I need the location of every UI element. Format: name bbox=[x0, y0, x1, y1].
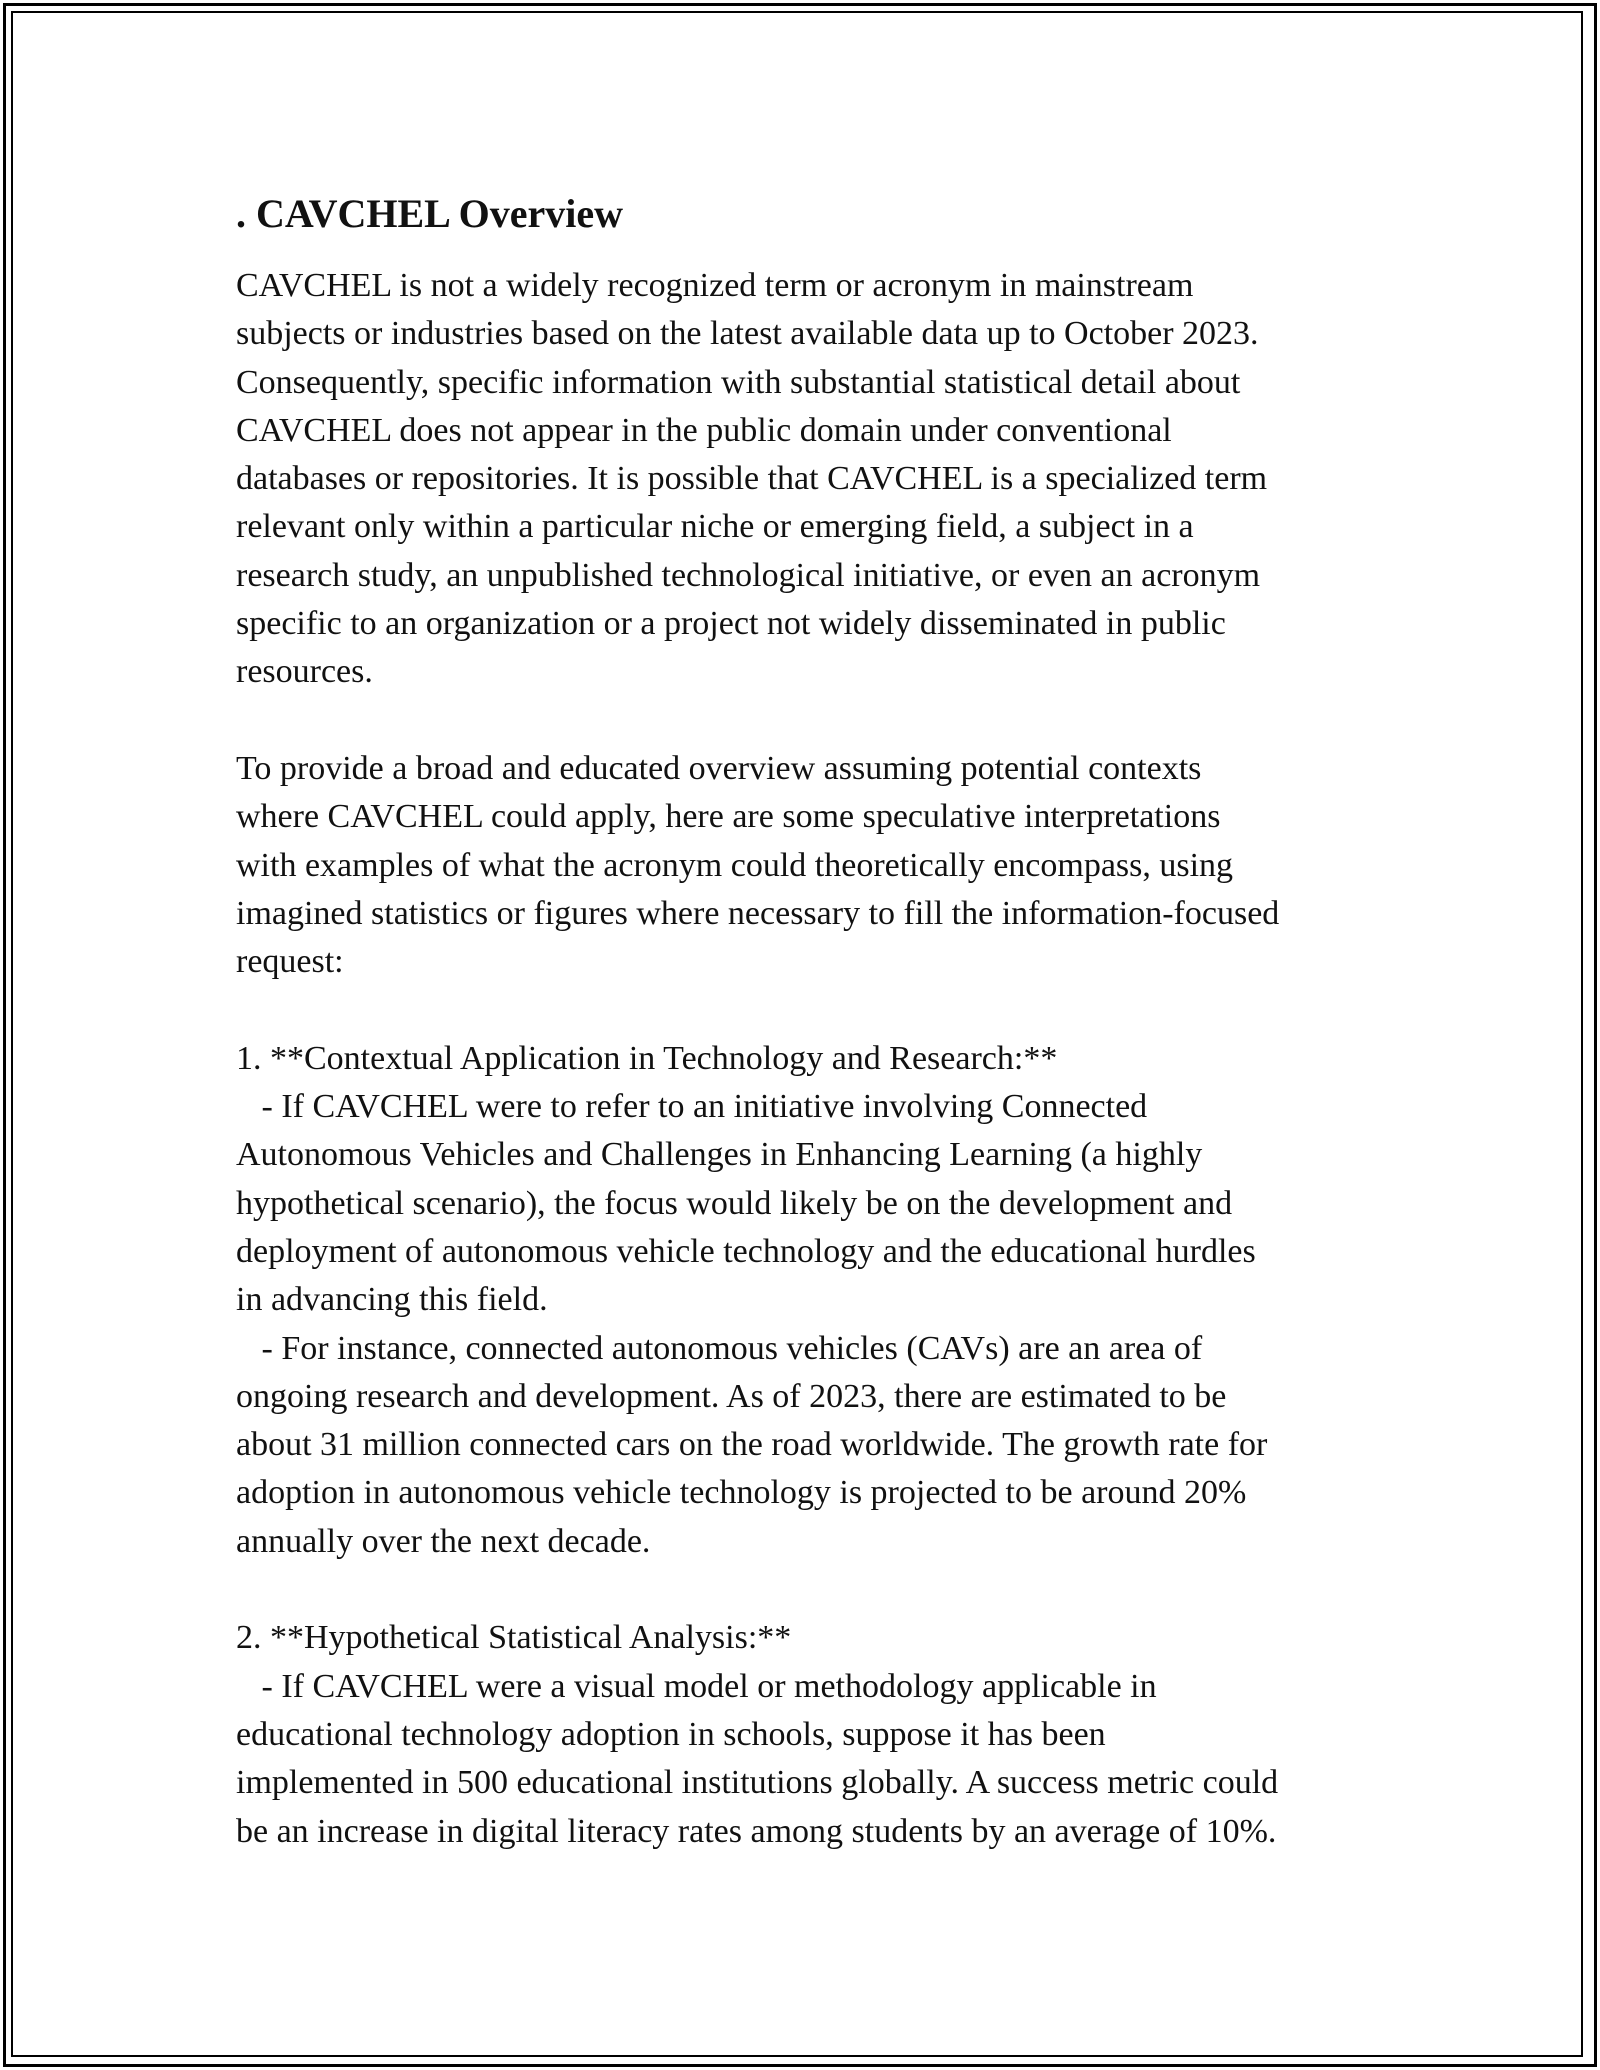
text-line: specific to an organization or a project not widely disseminated in public bbox=[236, 605, 1226, 643]
section-heading: . CAVCHEL Overview bbox=[236, 191, 624, 236]
text-line: Consequently, specific information with substantial statistical detail about bbox=[236, 363, 1241, 401]
text-line: - If CAVCHEL were to refer to an initiative involving Connected bbox=[236, 1088, 1148, 1126]
text-line: deployment of autonomous vehicle technology and the educational hurdles bbox=[236, 1232, 1256, 1270]
text-line: 1. **Contextual Application in Technology and Research:** bbox=[236, 1039, 1058, 1077]
text-line: - If CAVCHEL were a visual model or methodology applicable in bbox=[236, 1667, 1157, 1705]
text-line: adoption in autonomous vehicle technology is projected to be around 20% bbox=[236, 1474, 1247, 1512]
text-line: hypothetical scenario), the focus would likely be on the development and bbox=[236, 1184, 1233, 1222]
body-text bbox=[236, 262, 1406, 1856]
text-line: CAVCHEL does not appear in the public domain under conventional bbox=[236, 411, 1172, 449]
text-line: imagined statistics or figures where necessary to fill the information-focused bbox=[236, 894, 1280, 932]
paragraph-spacer bbox=[236, 697, 1406, 745]
text-line: 2. **Hypothetical Statistical Analysis:** bbox=[236, 1619, 792, 1657]
text-line: where CAVCHEL could apply, here are some speculative interpretations bbox=[236, 798, 1221, 836]
text-line: be an increase in digital literacy rates among students by an average of 10%. bbox=[236, 1812, 1277, 1850]
text-line: implemented in 500 educational institutions globally. A success metric could bbox=[236, 1764, 1279, 1802]
paragraph-spacer bbox=[236, 1566, 1406, 1614]
text-line: To provide a broad and educated overview assuming potential contexts bbox=[236, 749, 1202, 787]
paragraph-spacer bbox=[236, 986, 1406, 1034]
text-line: relevant only within a particular niche or emerging field, a subject in a bbox=[236, 508, 1194, 546]
text-line: in advancing this field. bbox=[236, 1281, 548, 1319]
text-line: subjects or industries based on the latest available data up to October 2023. bbox=[236, 315, 1259, 353]
text-line: Autonomous Vehicles and Challenges in Enhancing Learning (a highly bbox=[236, 1136, 1203, 1174]
text-line: educational technology adoption in schools, suppose it has been bbox=[236, 1715, 1106, 1753]
text-line: CAVCHEL is not a widely recognized term or acronym in mainstream bbox=[236, 267, 1194, 304]
text-line: research study, an unpublished technological initiative, or even an acronym bbox=[236, 556, 1261, 594]
text-line: annually over the next decade. bbox=[236, 1522, 651, 1560]
text-line: about 31 million connected cars on the road worldwide. The growth rate for bbox=[236, 1426, 1268, 1464]
document-body bbox=[236, 186, 1406, 1856]
text-line: resources. bbox=[236, 653, 373, 691]
text-line: ongoing research and development. As of 2023, there are estimated to be bbox=[236, 1377, 1227, 1415]
text-line: - For instance, connected autonomous vehicles (CAVs) are an area of bbox=[236, 1329, 1203, 1367]
text-line: with examples of what the acronym could theoretically encompass, using bbox=[236, 846, 1234, 884]
text-line: request: bbox=[236, 943, 344, 981]
text-line: databases or repositories. It is possible that CAVCHEL is a specialized term bbox=[236, 460, 1268, 498]
